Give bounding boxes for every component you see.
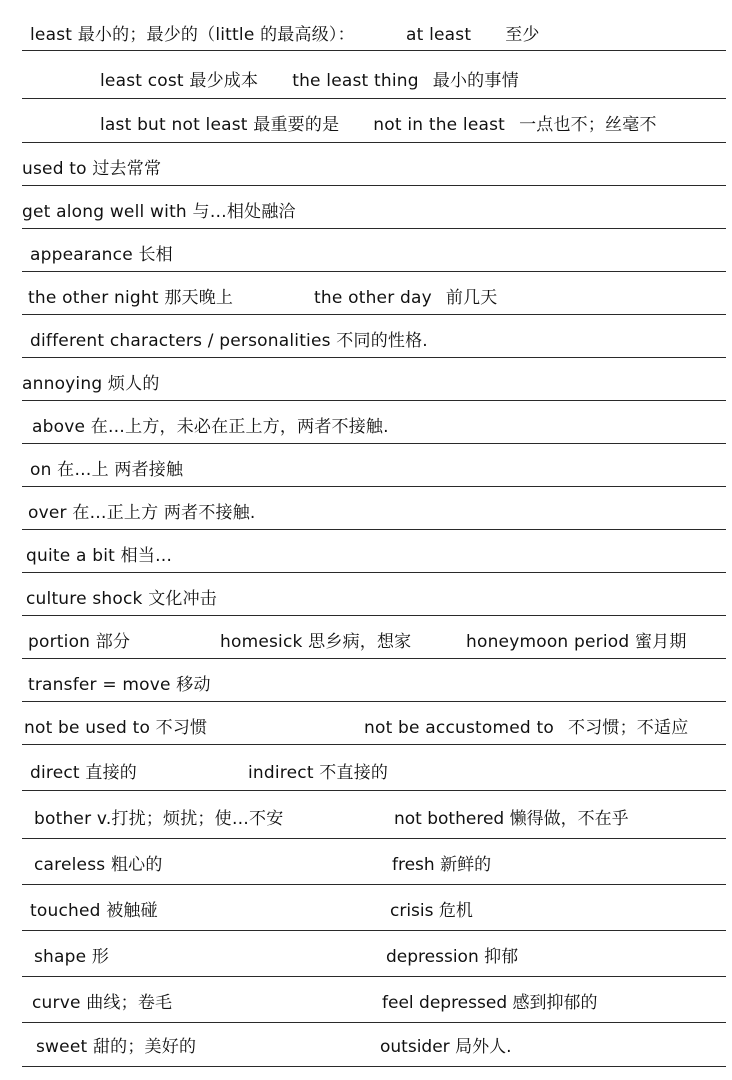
note-text: least cost 最少成本 (100, 71, 259, 91)
note-text: get along well with 与…相处融洽 (22, 202, 296, 222)
note-line (382, 988, 598, 1022)
note-line (392, 850, 491, 884)
note-line (34, 942, 109, 976)
note-text: over 在…正上方 两者不接触. (28, 503, 256, 523)
note-text: appearance 长相 (30, 245, 173, 265)
note-text: the least thing (292, 71, 419, 91)
note-line (30, 240, 173, 274)
ruled-line (22, 884, 726, 885)
note-line (220, 627, 411, 661)
ruled-line (22, 1022, 726, 1023)
note-text: not in the least (373, 115, 506, 135)
note-line (34, 804, 283, 838)
note-line (390, 896, 473, 930)
note-line (28, 283, 233, 317)
note-text: the other day (314, 288, 432, 308)
note-line (28, 670, 211, 704)
note-text: feel depressed 感到抑郁的 (382, 993, 598, 1013)
note-text: bother v.打扰；烦扰；使…不安 (34, 809, 284, 829)
note-text: outsider 局外人. (380, 1037, 512, 1057)
note-text: shape 形 (34, 947, 110, 967)
note-line (394, 804, 629, 838)
note-text: 一点也不；丝毫不 (519, 115, 657, 135)
note-line (28, 498, 256, 532)
note-text: depression 抑郁 (386, 947, 519, 967)
note-line (406, 20, 540, 54)
ruled-line (22, 1066, 726, 1067)
note-text: honeymoon period 蜜月期 (466, 632, 687, 652)
note-line (22, 154, 161, 188)
note-text: indirect 不直接的 (248, 763, 389, 783)
note-text: at least (406, 25, 472, 45)
note-line (22, 197, 296, 231)
note-text: quite a bit 相当… (26, 546, 173, 566)
note-text: 最小的事情 (432, 71, 519, 91)
note-line (100, 66, 519, 100)
note-line (22, 369, 160, 403)
note-text: on 在…上 两者接触 (30, 460, 184, 480)
note-line (36, 1032, 196, 1066)
note-text: not be used to 不习惯 (24, 718, 208, 738)
ruled-line (22, 838, 726, 839)
note-line (466, 627, 687, 661)
note-text: homesick 思乡病，想家 (220, 632, 412, 652)
note-line (30, 896, 158, 930)
note-line (30, 20, 355, 54)
note-text: above 在…上方，未必在正上方，两者不接触. (32, 417, 389, 437)
ruled-line (22, 976, 726, 977)
note-text: the other night 那天晚上 (28, 288, 234, 308)
note-line (34, 850, 163, 884)
note-line (364, 713, 688, 747)
note-line (32, 988, 172, 1022)
note-text: portion 部分 (28, 632, 131, 652)
note-line (26, 541, 172, 575)
note-text: sweet 甜的；美好的 (36, 1037, 197, 1057)
note-line (28, 627, 130, 661)
note-text: 不习惯；不适应 (568, 718, 689, 738)
note-text: touched 被触碰 (30, 901, 158, 921)
note-line (314, 283, 497, 317)
note-line (24, 713, 207, 747)
note-line (386, 942, 518, 976)
note-line (100, 110, 657, 144)
note-text: direct 直接的 (30, 763, 138, 783)
note-text: not bothered 懒得做，不在乎 (394, 809, 629, 829)
note-line (26, 584, 217, 618)
note-text: crisis 危机 (390, 901, 473, 921)
note-line (30, 326, 428, 360)
note-line (380, 1032, 511, 1066)
note-line (30, 455, 183, 489)
note-text: used to 过去常常 (22, 159, 162, 179)
note-text: transfer = move 移动 (28, 675, 211, 695)
note-line (30, 758, 137, 792)
note-text: different characters / personalities 不同的性格. (30, 331, 428, 351)
note-text: not be accustomed to (364, 718, 554, 738)
ruled-line (22, 930, 726, 931)
note-text: annoying 烦人的 (22, 374, 160, 394)
note-text: fresh 新鲜的 (392, 855, 492, 875)
note-line (32, 412, 389, 446)
note-text: curve 曲线；卷毛 (32, 993, 173, 1013)
note-text: careless 粗心的 (34, 855, 163, 875)
note-text: culture shock 文化冲击 (26, 589, 217, 609)
note-text: last but not least 最重要的是 (100, 115, 340, 135)
note-text: 至少 (505, 25, 540, 45)
note-text: least 最小的；最少的（little 的最高级）： (30, 25, 355, 45)
note-line (248, 758, 388, 792)
note-text: 前几天 (445, 288, 498, 308)
